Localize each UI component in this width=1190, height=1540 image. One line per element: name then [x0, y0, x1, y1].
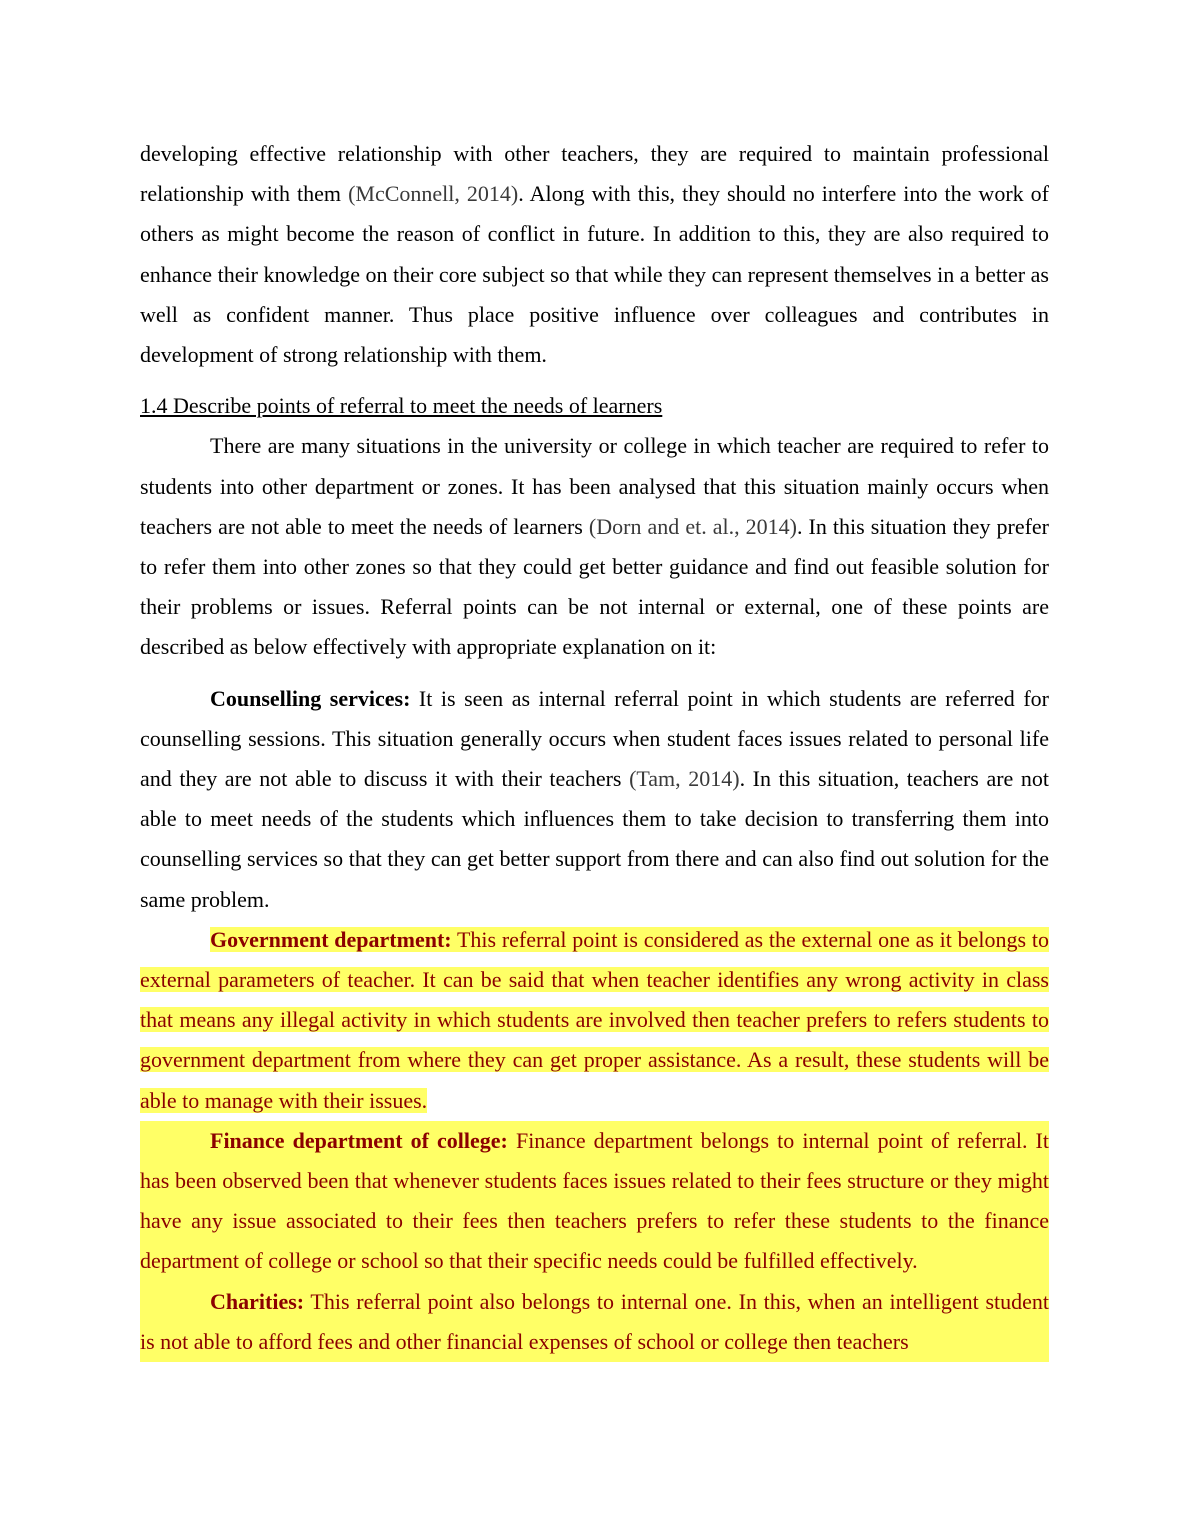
highlighted-text: [140, 927, 1049, 1113]
citation: (McConnell, 2014): [348, 181, 519, 207]
paragraph-text: This referral point is considered as the external one as it belongs to external parameters of teacher. It can be said that when teacher identifies any wrong activity in class that means any illegal activity in which students are involved then teacher prefers to refers students to government department from where they can get proper assistance. As a result, these students will be able to manage with their issues.: [140, 926, 1049, 1113]
paragraph-text: Finance department belongs to internal point of referral. It has been observed been that whenever students faces issues related to their fees structure or they might have any issue associated to their fees then teachers prefers to refer these students to the finance department of college or school so that their specific needs could be fulfilled effectively.: [140, 1127, 1049, 1274]
paragraph-text: developing effective relationship with other teachers, they are required to maintain professional relationship with them: [140, 141, 1049, 207]
term-heading: Counselling services:: [210, 685, 411, 711]
section-heading: 1.4 Describe points of referral to meet the needs of learners: [140, 393, 663, 419]
document-page: [140, 134, 1049, 1362]
paragraph-counselling: [140, 679, 1049, 920]
paragraph-government: [140, 920, 1049, 1121]
citation: (Dorn and et. al., 2014): [588, 513, 797, 539]
term-heading: Government department:: [210, 926, 452, 952]
term-heading: Charities:: [210, 1288, 305, 1314]
paragraph-relationships: [140, 134, 1049, 375]
paragraph-text: This referral point also belongs to internal one. In this, when an intelligent student is not able to afford fees and other financial expenses of school or college then teachers: [140, 1288, 1049, 1354]
paragraph-text: It is seen as internal referral point in which students are referred for counselling sessions. This situation generally occurs when student faces issues related to personal life and they are not able to discuss it with their teachers: [140, 685, 1049, 792]
paragraph-charities: [140, 1282, 1049, 1362]
paragraph-referral-intro: [140, 426, 1049, 667]
paragraph-text: . In this situation they prefer to refer them into other zones so that they could get better guidance and find out feasible solution for their problems or issues. Referral points can be not internal or external, one of these points are described as below effectively with appropriate explanation on it:: [140, 513, 1050, 660]
term-heading: Finance department of college:: [210, 1127, 508, 1153]
paragraph-text: . Along with this, they should no interfere into the work of others as might become the reason of conflict in future. In addition to this, they are also required to enhance their knowledge on their core subject so that while they can represent themselves in a better as well as confident manner. Thus place positive influence over colleagues and contributes in development of strong relationship with them.: [140, 181, 1050, 368]
paragraph-text: . In this situation, teachers are not able to meet needs of the students which influences them to take decision to transferring them into counselling services so that they can get better support from there and can also find out solution for the same problem.: [140, 766, 1049, 912]
citation: (Tam, 2014): [629, 766, 740, 792]
paragraph-finance: [140, 1121, 1049, 1282]
paragraph-text: There are many situations in the university or college in which teacher are required to refer to students into other department or zones. It has been analysed that this situation mainly occurs when teachers are not able to meet the needs of learners: [140, 433, 1049, 539]
